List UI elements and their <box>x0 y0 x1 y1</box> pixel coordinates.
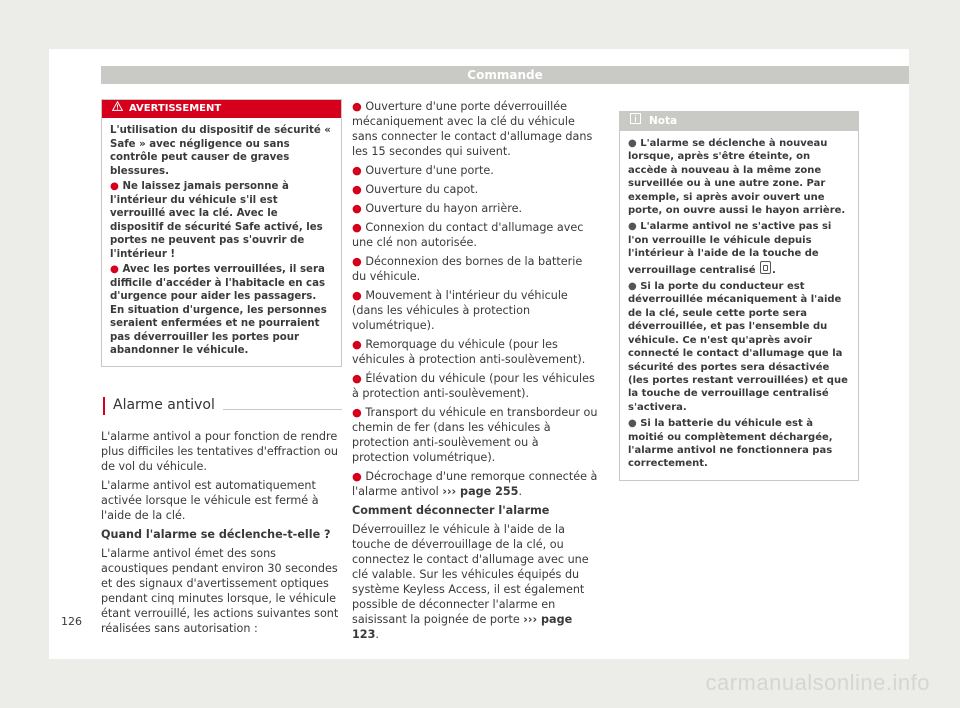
bullet-icon: ● <box>352 338 366 351</box>
nota-item: ● L'alarme se déclenche à nouveau lorsque, après s'être éteinte, on accède à nouveau à la même zone surveillée ou à une autre zone. Par exemple, si après avoir ouvert une porte, on ouvre aussi le hayon arrière. <box>628 138 846 217</box>
warning-item: ● Ne laissez jamais personne à l'intérieur du véhicule s'il est verrouillé avec la clé. Avec le dispositif de sécurité Safe activé, les portes ne peuvent pas s'ouvrir de l'intérieur ! <box>110 181 323 260</box>
bullet-icon: ● <box>628 418 641 430</box>
column-left <box>101 99 342 640</box>
bullet-icon: ● <box>628 281 641 293</box>
bullet-icon: ● <box>352 289 366 302</box>
warning-triangle-icon <box>112 100 123 118</box>
warning-item: ● Avec les portes verrouillées, il sera difficile d'accéder à l'habitacle en cas d'urgence pour aider les passagers. En situation d'urgence, les personnes seraient enfermées et ne pourraient pas déverrouiller les portes pour abandonner le véhicule. <box>110 264 327 356</box>
bullet-icon: ● <box>352 406 366 419</box>
bullet-icon: ● <box>352 255 366 268</box>
section-title: Alarme antivol <box>113 397 215 413</box>
list-item: ● Mouvement à l'intérieur du véhicule (dans les véhicules à protection volumétrique). <box>352 289 568 332</box>
bullet-icon: ● <box>352 470 366 483</box>
warning-title: AVERTISSEMENT <box>129 103 222 114</box>
bullet-icon: ● <box>352 372 366 385</box>
bullet-icon: ● <box>352 164 366 177</box>
list-item: ● Décrochage d'une remorque connectée à l'alarme antivol ››› page 255. <box>352 470 598 498</box>
page-reference-link[interactable]: ››› page 123 <box>352 613 573 641</box>
section-heading <box>101 395 342 415</box>
warning-header <box>102 100 341 118</box>
central-lock-icon <box>760 261 771 274</box>
list-item: ● Ouverture d'une porte. <box>352 164 494 177</box>
paragraph: Déverrouillez le véhicule à l'aide de la touche de déverrouillage de la clé, ou connectez le contact d'allumage avec une clé valable. Sur les véhicules équipés du système Keyless Access, il est également possible de déconnecter l'alarme en saisissant la poignée de porte ››› page 123. <box>352 523 589 641</box>
list-item: ● Connexion du contact d'allumage avec une clé non autorisée. <box>352 221 584 249</box>
paragraph: L'alarme antivol est automatiquement activée lorsque le véhicule est fermé à l'aide de la clé. <box>101 478 319 522</box>
nota-body <box>620 131 858 480</box>
page-number: 126 <box>61 615 82 628</box>
nota-item: ● Si la porte du conducteur est déverrouillée mécaniquement à l'aide de la clé, seule cette porte sera déverrouillée, et pas l'ensemble du véhicule. Ce n'est qu'après avoir connecté le contact d'allumage que la sécurité des portes sera désactivée (les portes restant verrouillées) et que la touche de verrouillage centralisé s'activera. <box>628 281 848 413</box>
subheading: Comment déconnecter l'alarme <box>352 504 550 517</box>
paragraph: L'alarme antivol a pour fonction de rendre plus difficiles les tentatives d'effraction ou de vol du véhicule. <box>101 429 339 473</box>
bullet-icon: ● <box>628 221 641 233</box>
bullet-icon: ● <box>352 202 366 215</box>
nota-box <box>619 111 859 481</box>
page-header: Commande <box>101 66 909 84</box>
bullet-icon: ● <box>352 221 366 234</box>
bullet-icon: ● <box>110 181 123 192</box>
paragraph: L'alarme antivol émet des sons acoustiques pendant environ 30 secondes et des signaux d'avertissement optiques pendant cinq minutes lorsque, le véhicule étant verrouillé, les actions suivantes sont réalisées sans autorisation : <box>101 546 339 635</box>
list-item: ● Ouverture du hayon arrière. <box>352 202 523 215</box>
section-rule <box>223 409 342 410</box>
nota-header <box>620 112 858 131</box>
nota-title: Nota <box>649 115 678 127</box>
list-item: ● Élévation du véhicule (pour les véhicules à protection anti-soulèvement). <box>352 372 595 400</box>
list-item: ● Transport du véhicule en transbordeur ou chemin de fer (dans les véhicules à protection anti-soulèvement ou à protection volumétrique). <box>352 406 598 464</box>
watermark: carmanualsonline.info <box>705 670 930 695</box>
bullet-icon: ● <box>352 100 366 113</box>
bullet-icon: ● <box>110 264 123 275</box>
subheading: Quand l'alarme se déclenche-t-elle ? <box>101 527 331 541</box>
page <box>49 49 909 659</box>
bullet-icon: ● <box>628 138 641 149</box>
warning-box <box>101 99 342 367</box>
bullet-icon: ● <box>352 183 366 196</box>
list-item: ● Ouverture du capot. <box>352 183 479 196</box>
column-middle <box>352 99 599 646</box>
list-item: ● Ouverture d'une porte déverrouillée mécaniquement avec la clé du véhicule sans connecter le contact d'allumage dans les 15 secondes qui suivent. <box>352 100 593 158</box>
info-icon <box>630 112 641 131</box>
page-reference-link[interactable]: ››› page 255 <box>442 485 519 498</box>
warning-body <box>102 118 341 366</box>
warning-intro: L'utilisation du dispositif de sécurité « Safe » avec négligence ou sans contrôle peut causer de graves blessures. <box>110 125 331 177</box>
column-right <box>619 99 859 481</box>
nota-item: ● Si la batterie du véhicule est à moitié ou complètement déchargée, l'alarme antivol ne fonctionnera pas correctement. <box>628 418 833 470</box>
section-marker <box>103 397 105 415</box>
list-item: ● Déconnexion des bornes de la batterie du véhicule. <box>352 255 583 283</box>
list-item: ● Remorquage du véhicule (pour les véhicules à protection anti-soulèvement). <box>352 338 586 366</box>
nota-item: ● L'alarme antivol ne s'active pas si l'on verrouille le véhicule depuis l'intérieur à l'aide de la touche de verrouillage centralisé . <box>628 221 832 276</box>
